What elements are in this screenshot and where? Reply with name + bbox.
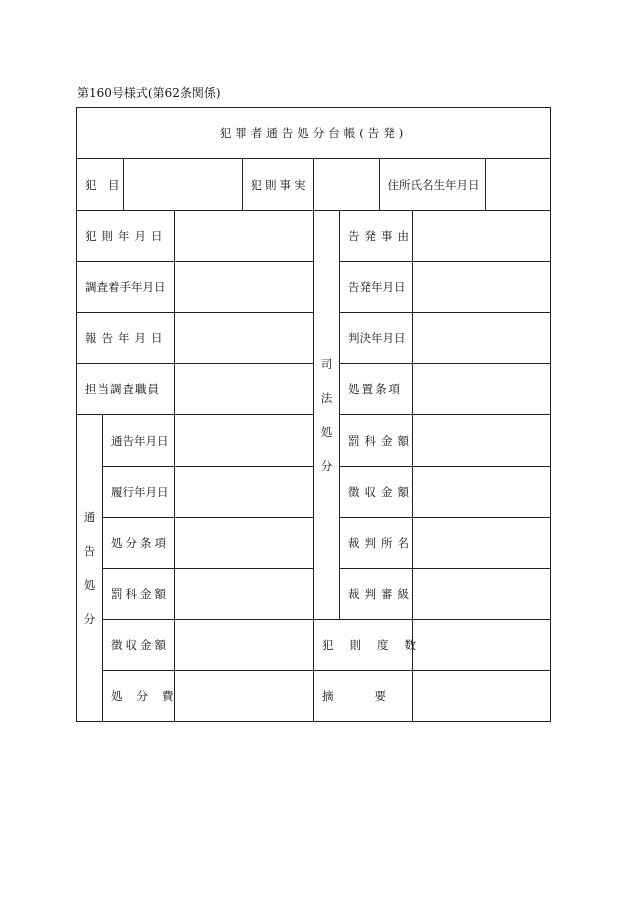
field-judicial-fine[interactable]: [413, 415, 551, 466]
notice-char: 処: [83, 578, 96, 593]
label-notice-collected: 徴収金額: [103, 619, 175, 670]
label-accusation-date: 告発年月日: [340, 262, 413, 313]
field-report-date[interactable]: [175, 313, 314, 364]
field-perform-date[interactable]: [175, 466, 314, 517]
ledger-title: 犯罪者通告処分台帳(告発): [77, 108, 551, 159]
label-offense-fact: 犯則事実: [242, 159, 313, 210]
form-number: 第160号様式(第62条関係): [77, 86, 221, 100]
field-offense-fact[interactable]: [313, 159, 379, 210]
field-notice-date[interactable]: [175, 415, 314, 466]
label-investigator: 担当調査職員: [77, 364, 175, 415]
field-disposition-cost[interactable]: [175, 670, 314, 721]
header-info-row: [77, 159, 551, 210]
field-notice-clause[interactable]: [175, 517, 314, 568]
label-investigation-start: 調査着手年月日: [77, 262, 175, 313]
label-report-date: 報告年月日: [77, 313, 175, 364]
field-notice-collected[interactable]: [175, 619, 314, 670]
label-perform-date: 履行年月日: [103, 466, 175, 517]
label-offense-item: 犯 目: [77, 159, 123, 210]
notice-char: 分: [83, 612, 96, 627]
judicial-disposition-label: [314, 211, 340, 620]
field-accusation-date[interactable]: [413, 262, 551, 313]
field-offense-date[interactable]: [175, 211, 314, 262]
field-address-name-dob[interactable]: [485, 159, 551, 210]
field-offense-count[interactable]: [413, 619, 551, 670]
judicial-char: 法: [320, 390, 333, 405]
label-accusation-reason: 告発事由: [340, 211, 413, 262]
label-judicial-collected: 徴収金額: [340, 466, 413, 517]
label-address-name-dob: 住所氏名生年月日: [379, 159, 485, 210]
field-disposition-clause[interactable]: [413, 364, 551, 415]
field-remarks[interactable]: [413, 670, 551, 721]
ledger-table: [76, 107, 551, 722]
label-notice-fine: 罰科金額: [103, 568, 175, 619]
notice-char: 告: [83, 544, 96, 559]
label-notice-clause: 処分条項: [103, 517, 175, 568]
field-accusation-reason[interactable]: [413, 211, 551, 262]
label-disposition-cost: 処分費: [103, 670, 175, 721]
field-judgment-date[interactable]: [413, 313, 551, 364]
field-court-instance[interactable]: [413, 568, 551, 619]
notice-char: 通: [83, 510, 96, 525]
field-investigator[interactable]: [175, 364, 314, 415]
field-investigation-start[interactable]: [175, 262, 314, 313]
field-court-name[interactable]: [413, 517, 551, 568]
label-offense-date: 犯則年月日: [77, 211, 175, 262]
label-remarks: 摘 要: [314, 670, 413, 721]
label-offense-count: 犯則度数: [314, 619, 413, 670]
label-judicial-fine: 罰科金額: [340, 415, 413, 466]
field-notice-fine[interactable]: [175, 568, 314, 619]
field-offense-item[interactable]: [123, 159, 242, 210]
notice-disposition-label: [77, 415, 103, 722]
judicial-char: 処: [320, 424, 333, 439]
label-judgment-date: 判決年月日: [340, 313, 413, 364]
judicial-char: 司: [320, 356, 333, 371]
label-court-instance: 裁判審級: [340, 568, 413, 619]
judicial-char: 分: [320, 458, 333, 473]
label-disposition-clause: 処置条項: [340, 364, 413, 415]
label-court-name: 裁判所名: [340, 517, 413, 568]
label-notice-date: 通告年月日: [103, 415, 175, 466]
field-judicial-collected[interactable]: [413, 466, 551, 517]
